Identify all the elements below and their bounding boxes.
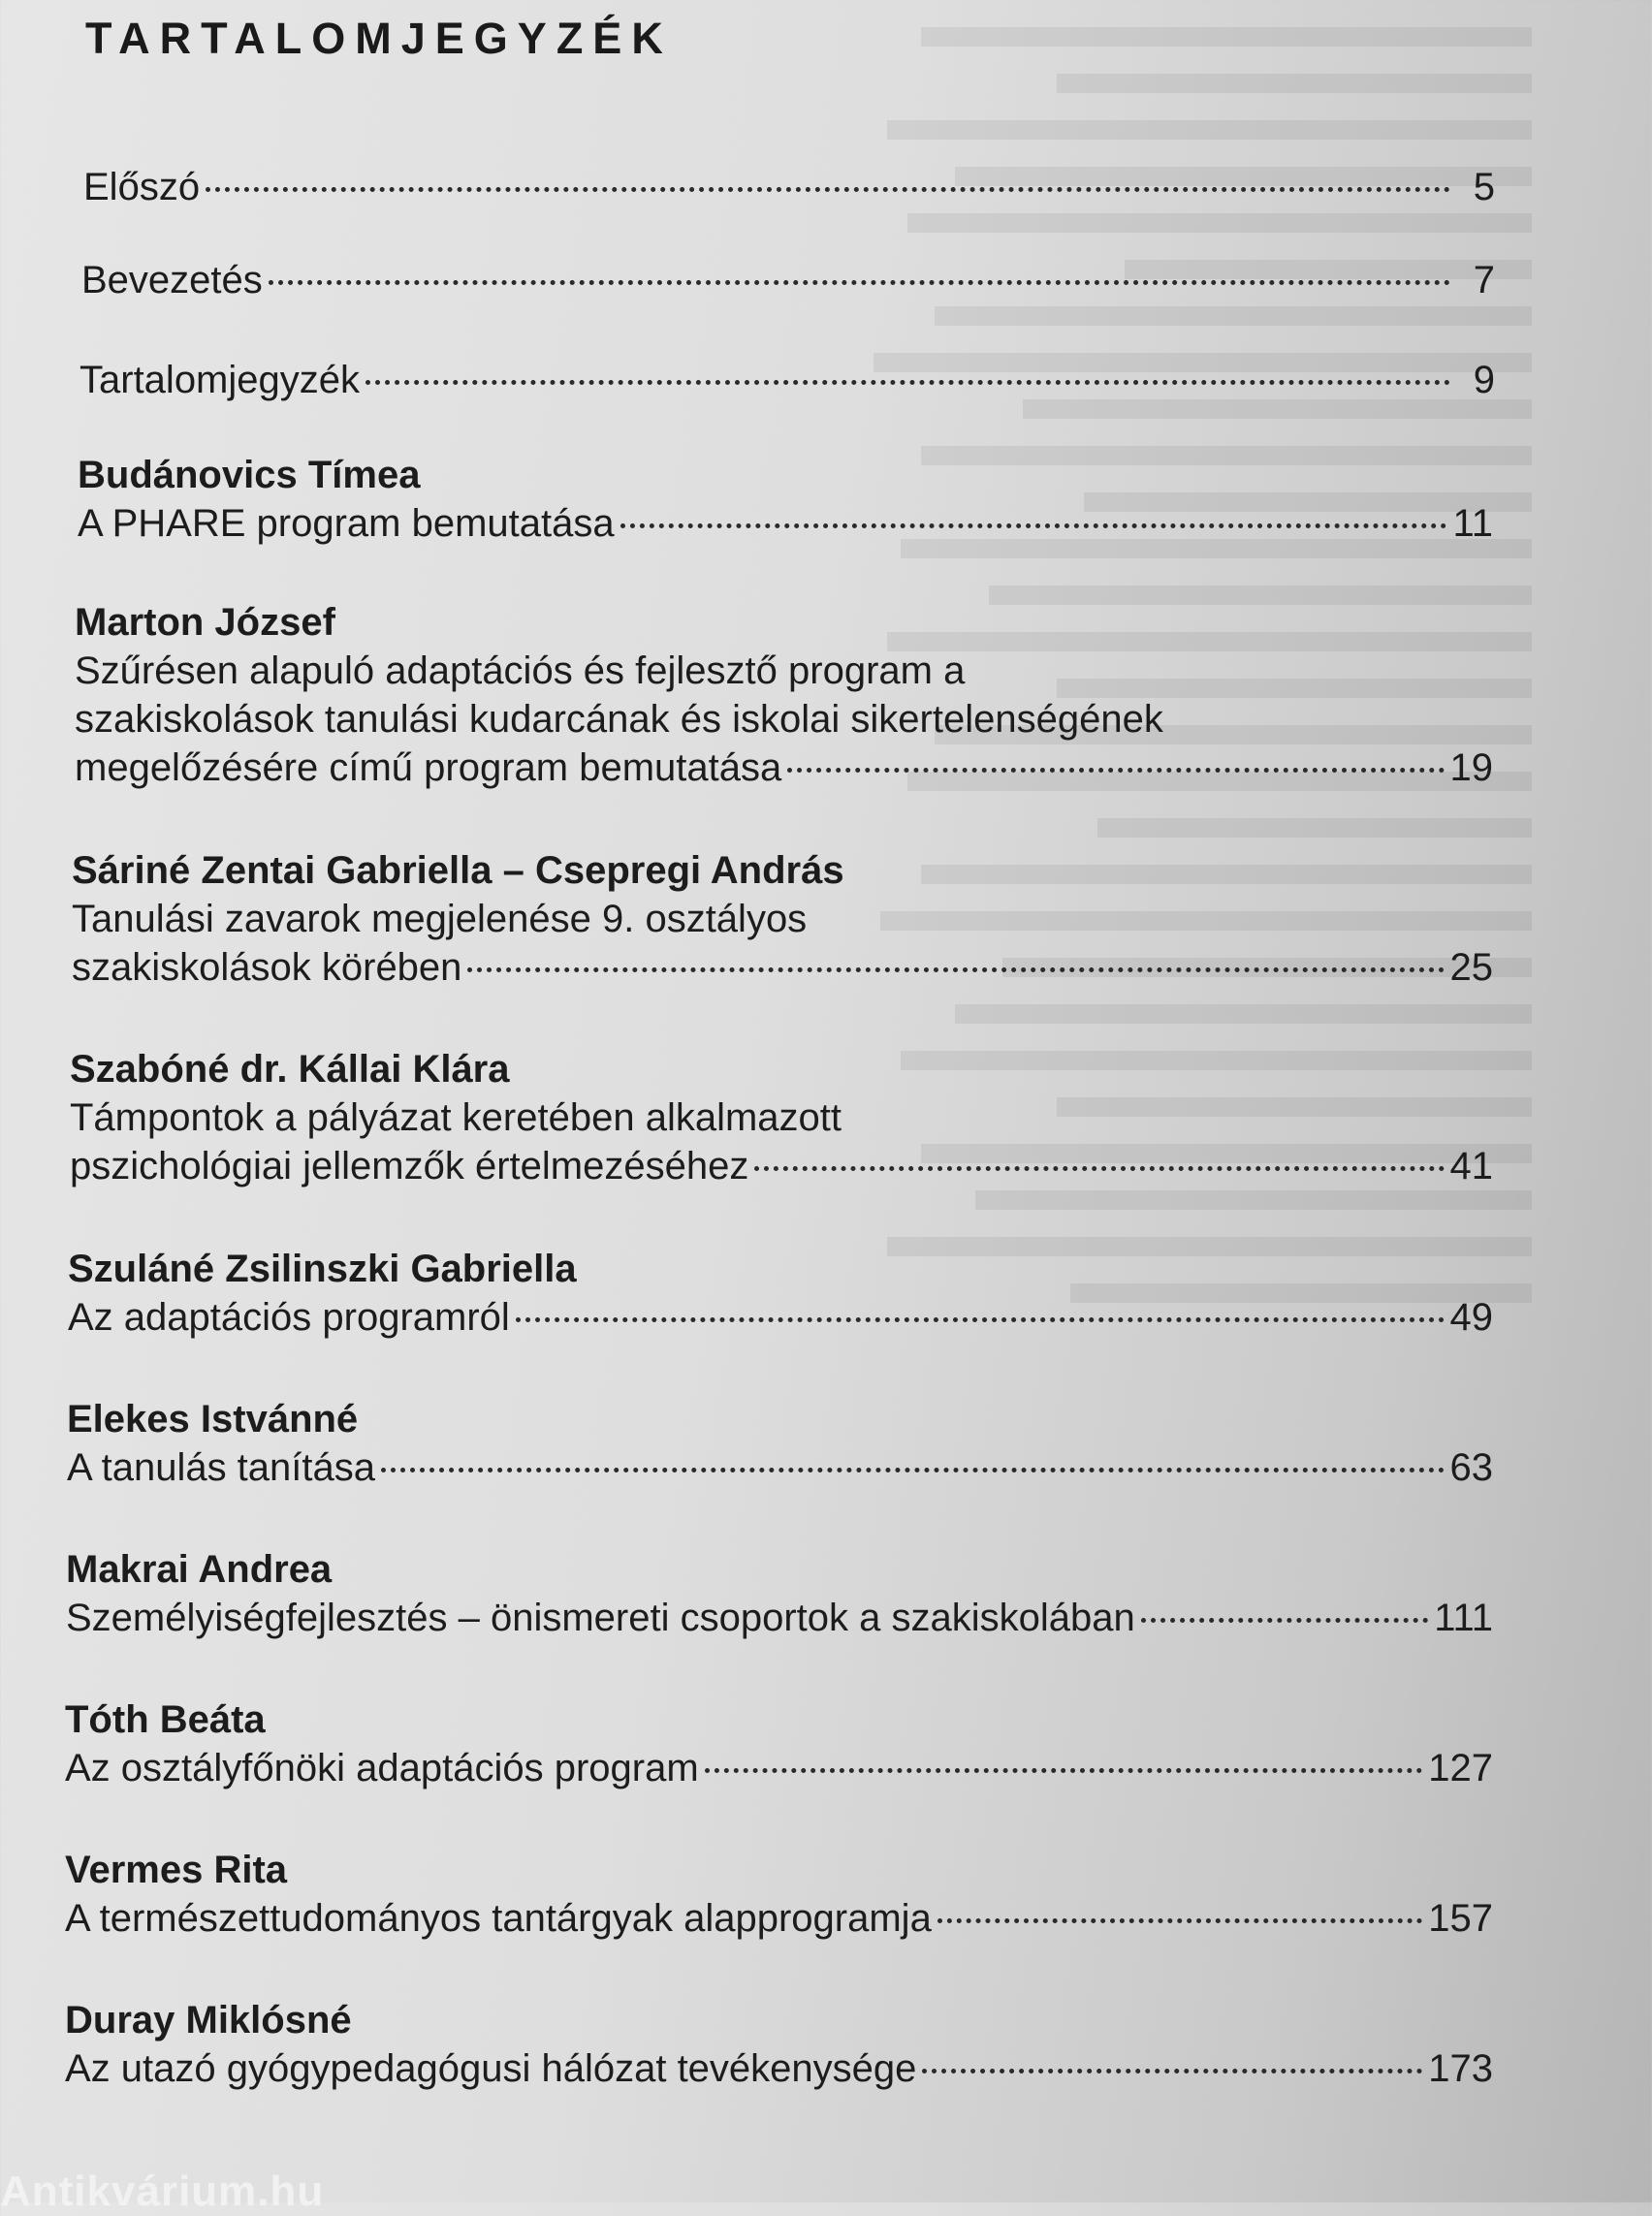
toc-entry-makrai[interactable] — [66, 1545, 1493, 1642]
page-number: 63 — [1449, 1446, 1493, 1489]
page-number: 111 — [1434, 1597, 1493, 1639]
page-number: 9 — [1473, 359, 1495, 401]
toc-entry-title: Bevezetés — [81, 259, 263, 301]
entry-title: Az utazó gyógypedagógusi hálózat tevékenysége — [65, 2047, 917, 2090]
page-number: 157 — [1428, 1897, 1493, 1940]
entry-author: Marton József — [75, 601, 335, 644]
entry-title: Az osztályfőnöki adaptációs program — [65, 1747, 699, 1789]
entry-title: A tanulás tanítása — [67, 1446, 376, 1489]
toc-entry-tartalomjegyzek[interactable] — [79, 356, 1495, 404]
toc-entry-budanovics[interactable] — [78, 451, 1493, 548]
entry-author: Elekes Istvánné — [67, 1398, 359, 1440]
toc-entry-bevezetes[interactable] — [81, 256, 1495, 304]
dot-leader — [467, 967, 1444, 972]
toc-entry-toth[interactable] — [65, 1695, 1493, 1792]
dot-leader — [269, 280, 1450, 285]
page-number: 41 — [1449, 1145, 1493, 1187]
entry-author: Vermes Rita — [65, 1849, 288, 1891]
entry-title-line: Támpontok a pályázat keretében alkalmazott — [70, 1096, 842, 1139]
entry-title: Személyiségfejlesztés – önismereti csoportok a szakiskolában — [66, 1597, 1135, 1639]
entry-title-line: Tanulási zavarok megjelenése 9. osztályos — [72, 898, 808, 940]
entry-title-line: pszichológiai jellemzők értelmezéséhez — [70, 1145, 749, 1187]
entry-title: A PHARE program bemutatása — [78, 502, 615, 545]
entry-author: Sáriné Zentai Gabriella – Csepregi András — [72, 849, 844, 892]
entry-author: Tóth Beáta — [65, 1698, 266, 1741]
page-number: 5 — [1473, 166, 1495, 208]
dot-leader — [1141, 1618, 1428, 1623]
entry-title: Az adaptációs programról — [68, 1296, 510, 1339]
toc-entry-duray[interactable] — [65, 1996, 1493, 2093]
toc-entry-marton[interactable] — [75, 598, 1493, 792]
entry-author: Makrai Andrea — [66, 1548, 333, 1591]
entry-title-line: megelőzésére című program bemutatása — [75, 746, 782, 789]
dot-leader — [937, 1918, 1422, 1923]
dot-leader — [705, 1768, 1423, 1773]
dot-leader — [365, 380, 1450, 385]
toc-entry-title: Tartalomjegyzék — [79, 359, 361, 401]
page-number: 11 — [1452, 502, 1493, 545]
dot-leader — [381, 1468, 1444, 1472]
toc-entry-sarine[interactable] — [72, 846, 1493, 992]
page-number: 127 — [1428, 1747, 1493, 1789]
dot-leader — [754, 1166, 1444, 1171]
dot-leader — [206, 187, 1450, 192]
page-number: 173 — [1428, 2047, 1493, 2090]
page-number: 7 — [1473, 259, 1495, 301]
page-number: 49 — [1449, 1296, 1493, 1339]
toc-entry-elekes[interactable] — [67, 1395, 1493, 1492]
toc-entry-szulane[interactable] — [68, 1245, 1493, 1342]
dot-leader — [516, 1317, 1445, 1322]
watermark: Antikvárium.hu — [0, 2168, 325, 2215]
entry-author: Szabóné dr. Kállai Klára — [70, 1048, 510, 1091]
toc-entry-title: Előszó — [83, 166, 201, 208]
toc-entry-szabone[interactable] — [70, 1045, 1493, 1190]
page-title: TARTALOMJEGYZÉK — [85, 14, 673, 63]
entry-author: Duray Miklósné — [65, 1999, 352, 2042]
entry-author: Szuláné Zsilinszki Gabriella — [68, 1248, 577, 1290]
entry-author: Budánovics Tímea — [78, 454, 421, 496]
entry-title: A természettudományos tantárgyak alapprogramja — [65, 1897, 932, 1940]
toc-entry-vermes[interactable] — [65, 1846, 1493, 1943]
entry-title-line: szakiskolások tanulási kudarcának és iskolai sikertelenségének — [75, 698, 1163, 741]
page-number: 25 — [1449, 946, 1493, 989]
page-number: 19 — [1449, 746, 1493, 789]
toc-entry-eloszo[interactable] — [83, 163, 1495, 211]
entry-title-line: Szűrésen alapuló adaptációs és fejlesztő program a — [75, 649, 966, 692]
dot-leader — [787, 768, 1444, 773]
entry-title-line: szakiskolások körében — [72, 946, 462, 989]
dot-leader — [620, 523, 1447, 528]
dot-leader — [922, 2069, 1422, 2074]
